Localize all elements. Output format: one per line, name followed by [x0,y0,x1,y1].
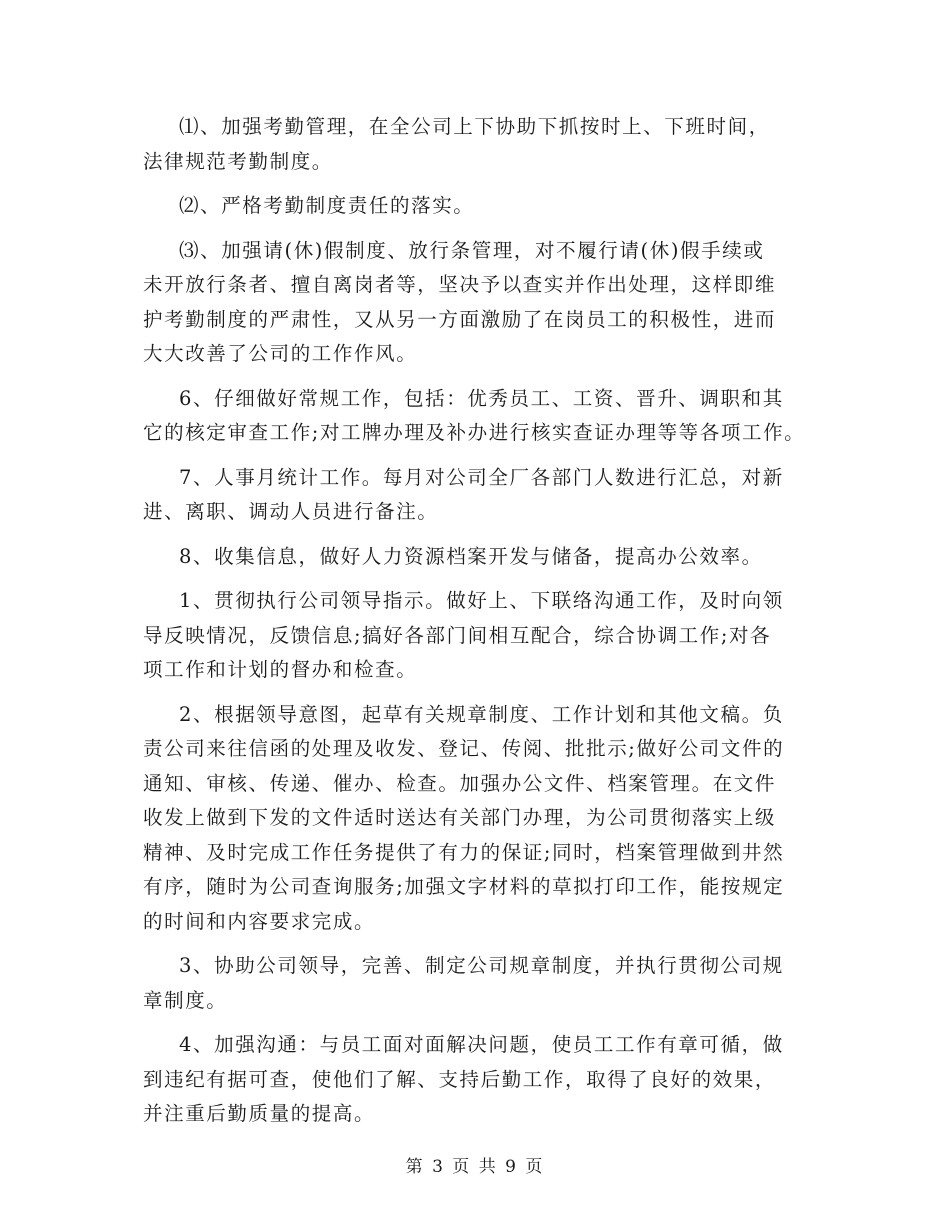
paragraph-line: 7、人事月统计工作。每月对公司全厂各部门人数进行汇总，对新 [179,465,784,489]
paragraph-line: 8、收集信息，做好人力资源档案开发与储备，提高办公效率。 [179,544,763,568]
paragraph-line: 1、贯彻执行公司领导指示。做好上、下联络沟通工作，及时向领 [179,589,784,612]
paragraph-spacer [143,1018,811,1028]
paragraph-line: 通知、审核、传递、催办、检查。加强办公文件、档案管理。在文件 [143,771,777,795]
paragraph [143,461,811,530]
paragraph-line: 并注重后勤质量的提高。 [143,1102,376,1125]
paragraph-line: 护考勤制度的严肃性，又从另一方面激励了在岗员工的积极性，进而 [143,307,777,331]
paragraph-line: 有序，随时为公司查询服务;加强文字材料的草拟打印工作，能按规定 [143,875,785,898]
paragraph-line: 项工作和计划的督办和检查。 [143,658,418,681]
paragraph-line: 大大改善了公司的工作作风。 [143,342,418,365]
paragraph [143,382,811,451]
paragraph [143,949,811,1018]
paragraph-line: 它的核定审查工作;对工牌办理及补办进行核实查证办理等等各项工作。 [143,421,806,444]
paragraph [143,110,811,179]
paragraph-spacer [143,179,811,189]
paragraph-line: 未开放行条者、擅自离岗者等，坚决予以查实并作出处理，这样即维 [143,273,777,296]
paragraph-line: 6、仔细做好常规工作，包括：优秀员工、工资、晋升、调职和其 [179,386,784,410]
paragraph-line: 的时间和内容要求完成。 [143,909,376,933]
paragraph-line: ⑴、加强考勤管理，在全公司上下协助下抓按时上、下班时间， [179,115,770,138]
paragraph-line: ⑵、严格考勤制度责任的落实。 [179,194,475,217]
paragraph-line: 到违纪有据可查，使他们了解、支持后勤工作，取得了良好的效果， [143,1067,777,1091]
paragraph-line: 2、根据领导意图，起草有关规章制度、工作计划和其他文稿。负 [179,702,784,726]
paragraph-line: 进、离职、调动人员进行备注。 [143,500,439,523]
paragraph-spacer [143,451,811,461]
paragraph [143,1028,811,1132]
paragraph-line: 3、协助公司领导，完善、制定公司规章制度，并执行贯彻公司规 [179,954,784,977]
paragraph-line: 法律规范考勤制度。 [143,149,333,173]
paragraph-line: 精神、及时完成工作任务提供了有力的保证;同时，档案管理做到井然 [143,840,785,864]
paragraph-line: 4、加强沟通：与员工面对面解决问题，使员工工作有章可循，做 [179,1033,784,1056]
paragraph-line: ⑶、加强请(休)假制度、放行条管理，对不履行请(休)假手续或 [179,238,765,262]
paragraph [143,189,811,224]
page-number-footer: 第 3 页 共 9 页 [405,1157,545,1177]
paragraph-spacer [143,574,811,584]
paragraph [143,234,811,372]
paragraph-spacer [143,530,811,540]
paragraph [143,698,811,940]
paragraph-line: 收发上做到下发的文件适时送达有关部门办理，为公司贯彻落实上级 [143,806,777,829]
paragraph [143,540,811,575]
paragraph-spacer [143,939,811,949]
paragraph-spacer [143,224,811,234]
paragraph [143,584,811,688]
paragraph-line: 章制度。 [143,988,228,1012]
paragraph-line: 导反映情况，反馈信息;搞好各部门间相互配合，综合协调工作;对各 [143,623,772,647]
paragraph-line: 责公司来往信函的处理及收发、登记、传阅、批批示;做好公司文件的 [143,737,785,760]
paragraph-spacer [143,688,811,698]
paragraph-spacer [143,372,811,382]
document-body [143,110,811,1132]
